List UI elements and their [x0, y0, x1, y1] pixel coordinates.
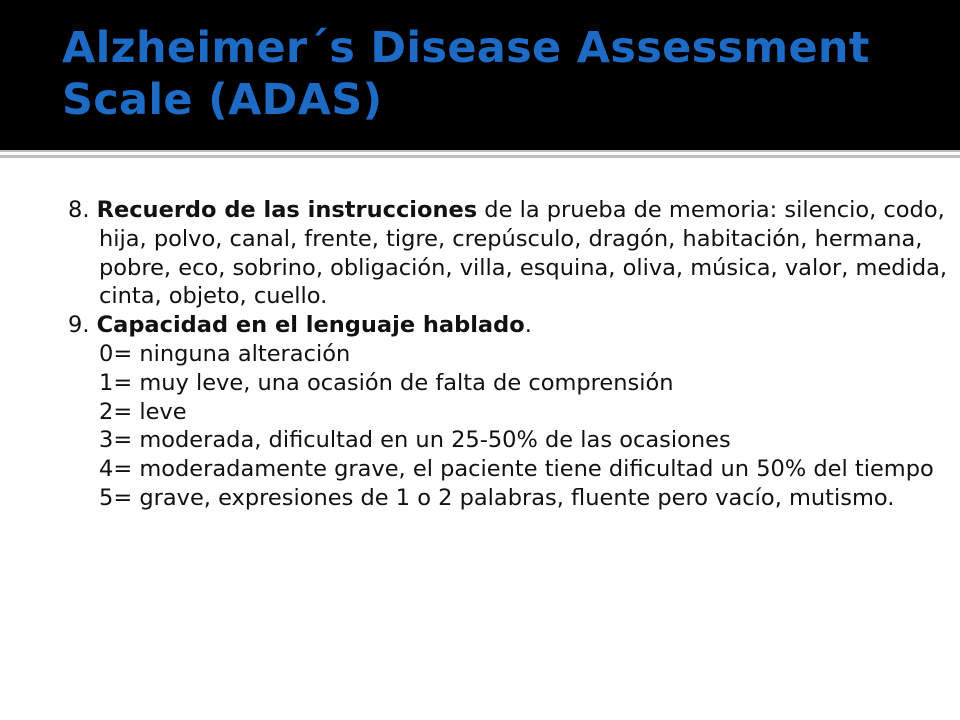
slide-title: Alzheimer´s Disease Assessment Scale (ADAS) [62, 23, 870, 125]
scale-option-4: 4= moderadamente grave, el paciente tiene dificultad un 50% del tiempo [99, 456, 934, 483]
scale-option-1: 1= muy leve, una ocasión de falta de comprensión [99, 369, 674, 396]
title-divider-highlight [0, 152, 960, 155]
scale-option-5: 5= grave, expresiones de 1 o 2 palabras, fluente pero vacío, mutismo. [99, 484, 895, 511]
item-heading: Recuerdo de las instrucciones [96, 197, 478, 223]
scale-option-3: 3= moderada, dificultad en un 25-50% de las ocasiones [99, 427, 731, 454]
scale-option-2: 2= leve [99, 398, 187, 425]
item-text: de la prueba de memoria: silencio, codo, hija, polvo, canal, frente, tigre, crepúsculo, dragón, habitación, hermana, pobre, eco, sobrino, obligación, villa, esquina, oliva, música, valor, medida, cinta, objeto, cuello. [99, 197, 948, 310]
list-item-9 [68, 311, 948, 340]
slide-body [68, 196, 948, 513]
item-number: 8. [68, 197, 90, 223]
scale-option-0: 0= ninguna alteración [99, 340, 351, 367]
item-number: 9. [68, 312, 90, 339]
item-text: . [524, 312, 532, 339]
list-item-8 [68, 196, 948, 311]
item-heading: Capacidad en el lenguaje hablado [96, 312, 525, 339]
